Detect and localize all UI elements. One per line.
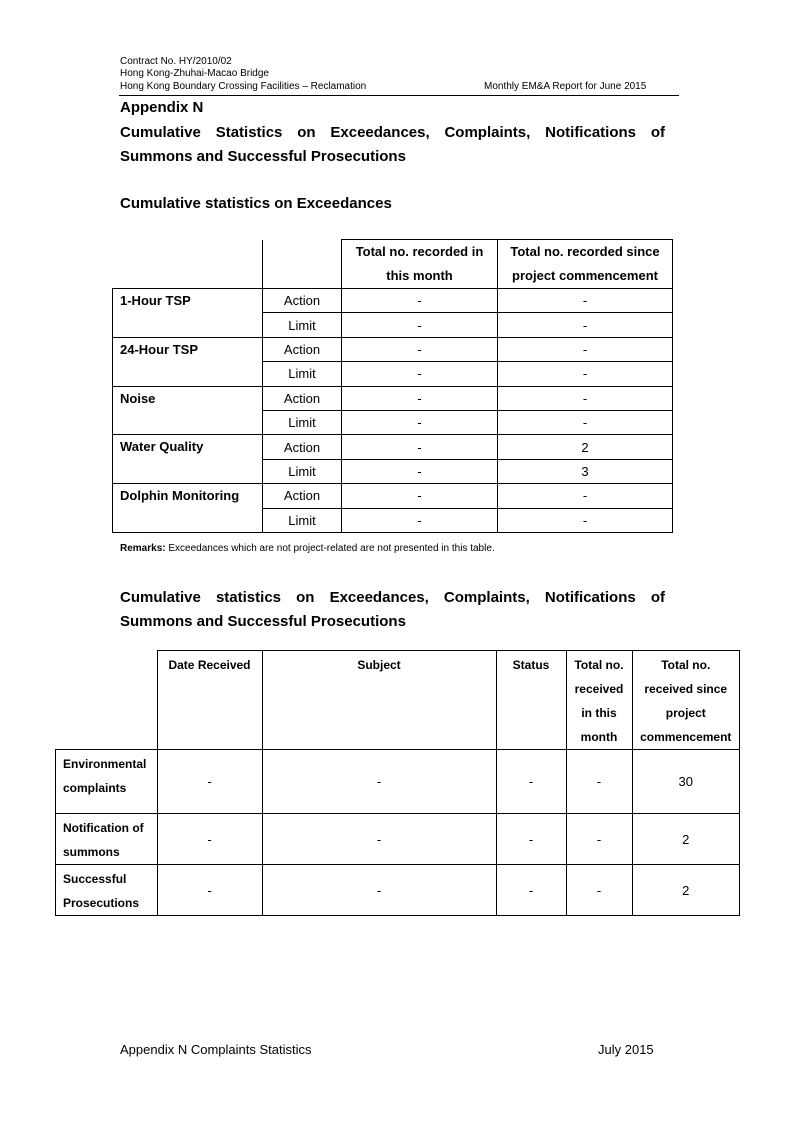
month-cell: - — [342, 313, 498, 337]
header-rule — [119, 95, 679, 96]
since-cell: - — [498, 410, 673, 434]
level-cell: Limit — [263, 313, 342, 337]
col-header-month: Total no. received in this month — [566, 651, 632, 750]
month-cell: - — [342, 337, 498, 361]
header-project-name: Hong Kong-Zhuhai-Macao Bridge — [120, 68, 269, 79]
param-cell: 1-Hour TSP — [113, 289, 263, 338]
table-row — [56, 814, 740, 865]
since-cell: - — [498, 508, 673, 532]
param-cell: 24-Hour TSP — [113, 337, 263, 386]
table-row — [113, 337, 673, 361]
col-header-status: Status — [496, 651, 566, 750]
month-cell: - — [566, 750, 632, 814]
col-header-since: Total no. recorded since project commencement — [498, 240, 673, 289]
level-cell: Action — [263, 289, 342, 313]
since-cell: 2 — [632, 814, 740, 865]
date-cell: - — [157, 865, 262, 916]
remarks — [120, 543, 495, 554]
level-cell: Action — [263, 484, 342, 508]
level-cell: Action — [263, 435, 342, 459]
since-cell: - — [498, 337, 673, 361]
complaints-heading-line2: Summons and Successful Prosecutions — [120, 613, 406, 630]
complaints-table — [55, 650, 740, 916]
since-cell: 2 — [632, 865, 740, 916]
exceedances-heading: Cumulative statistics on Exceedances — [120, 195, 392, 212]
month-cell: - — [342, 484, 498, 508]
since-cell: - — [498, 484, 673, 508]
header-report-title: Monthly EM&A Report for June 2015 — [484, 81, 647, 92]
appendix-label: Appendix N — [120, 99, 204, 116]
footer-left: Appendix N Complaints Statistics — [120, 1042, 312, 1057]
complaints-header-row — [56, 651, 740, 750]
since-cell: 3 — [498, 459, 673, 483]
header-facility-name: Hong Kong Boundary Crossing Facilities – Reclamation — [120, 81, 367, 92]
month-cell: - — [342, 362, 498, 386]
date-cell: - — [157, 750, 262, 814]
param-cell: Dolphin Monitoring — [113, 484, 263, 533]
table-row — [113, 386, 673, 410]
row-label: Notification of summons — [56, 814, 158, 865]
month-cell: - — [566, 814, 632, 865]
remarks-label: Remarks: — [120, 543, 166, 554]
since-cell: - — [498, 386, 673, 410]
remarks-text: Exceedances which are not project-related are not presented in this table. — [165, 543, 495, 554]
complaints-heading-line1: Cumulative statistics on Exceedances, Complaints, Notifications of — [120, 589, 665, 606]
table-row — [113, 484, 673, 508]
col-header-date: Date Received — [157, 651, 262, 750]
level-cell: Limit — [263, 410, 342, 434]
level-cell: Limit — [263, 508, 342, 532]
date-cell: - — [157, 814, 262, 865]
month-cell: - — [566, 865, 632, 916]
month-cell: - — [342, 435, 498, 459]
exceedances-header-row — [113, 240, 673, 289]
table-row — [113, 289, 673, 313]
level-cell: Limit — [263, 459, 342, 483]
status-cell: - — [496, 814, 566, 865]
page-title-line1: Cumulative Statistics on Exceedances, Complaints, Notifications of — [120, 124, 665, 141]
status-cell: - — [496, 865, 566, 916]
header-contract-no: Contract No. HY/2010/02 — [120, 56, 232, 67]
month-cell: - — [342, 289, 498, 313]
param-cell: Water Quality — [113, 435, 263, 484]
subject-cell: - — [262, 814, 496, 865]
page-title-line2: Summons and Successful Prosecutions — [120, 148, 406, 165]
level-cell: Limit — [263, 362, 342, 386]
since-cell: 2 — [498, 435, 673, 459]
subject-cell: - — [262, 750, 496, 814]
since-cell: - — [498, 289, 673, 313]
since-cell: 30 — [632, 750, 740, 814]
status-cell: - — [496, 750, 566, 814]
exceedances-table — [112, 239, 673, 533]
table-row — [56, 865, 740, 916]
row-label: Environmental complaints — [56, 750, 158, 814]
month-cell: - — [342, 508, 498, 532]
month-cell: - — [342, 459, 498, 483]
subject-cell: - — [262, 865, 496, 916]
param-cell: Noise — [113, 386, 263, 435]
row-label: Successful Prosecutions — [56, 865, 158, 916]
level-cell: Action — [263, 337, 342, 361]
since-cell: - — [498, 362, 673, 386]
col-header-since: Total no. received since project commencement — [632, 651, 740, 750]
month-cell: - — [342, 410, 498, 434]
footer-right: July 2015 — [598, 1042, 654, 1057]
since-cell: - — [498, 313, 673, 337]
col-header-month: Total no. recorded in this month — [342, 240, 498, 289]
table-row — [56, 750, 740, 814]
level-cell: Action — [263, 386, 342, 410]
table-row — [113, 435, 673, 459]
month-cell: - — [342, 386, 498, 410]
col-header-subject: Subject — [262, 651, 496, 750]
